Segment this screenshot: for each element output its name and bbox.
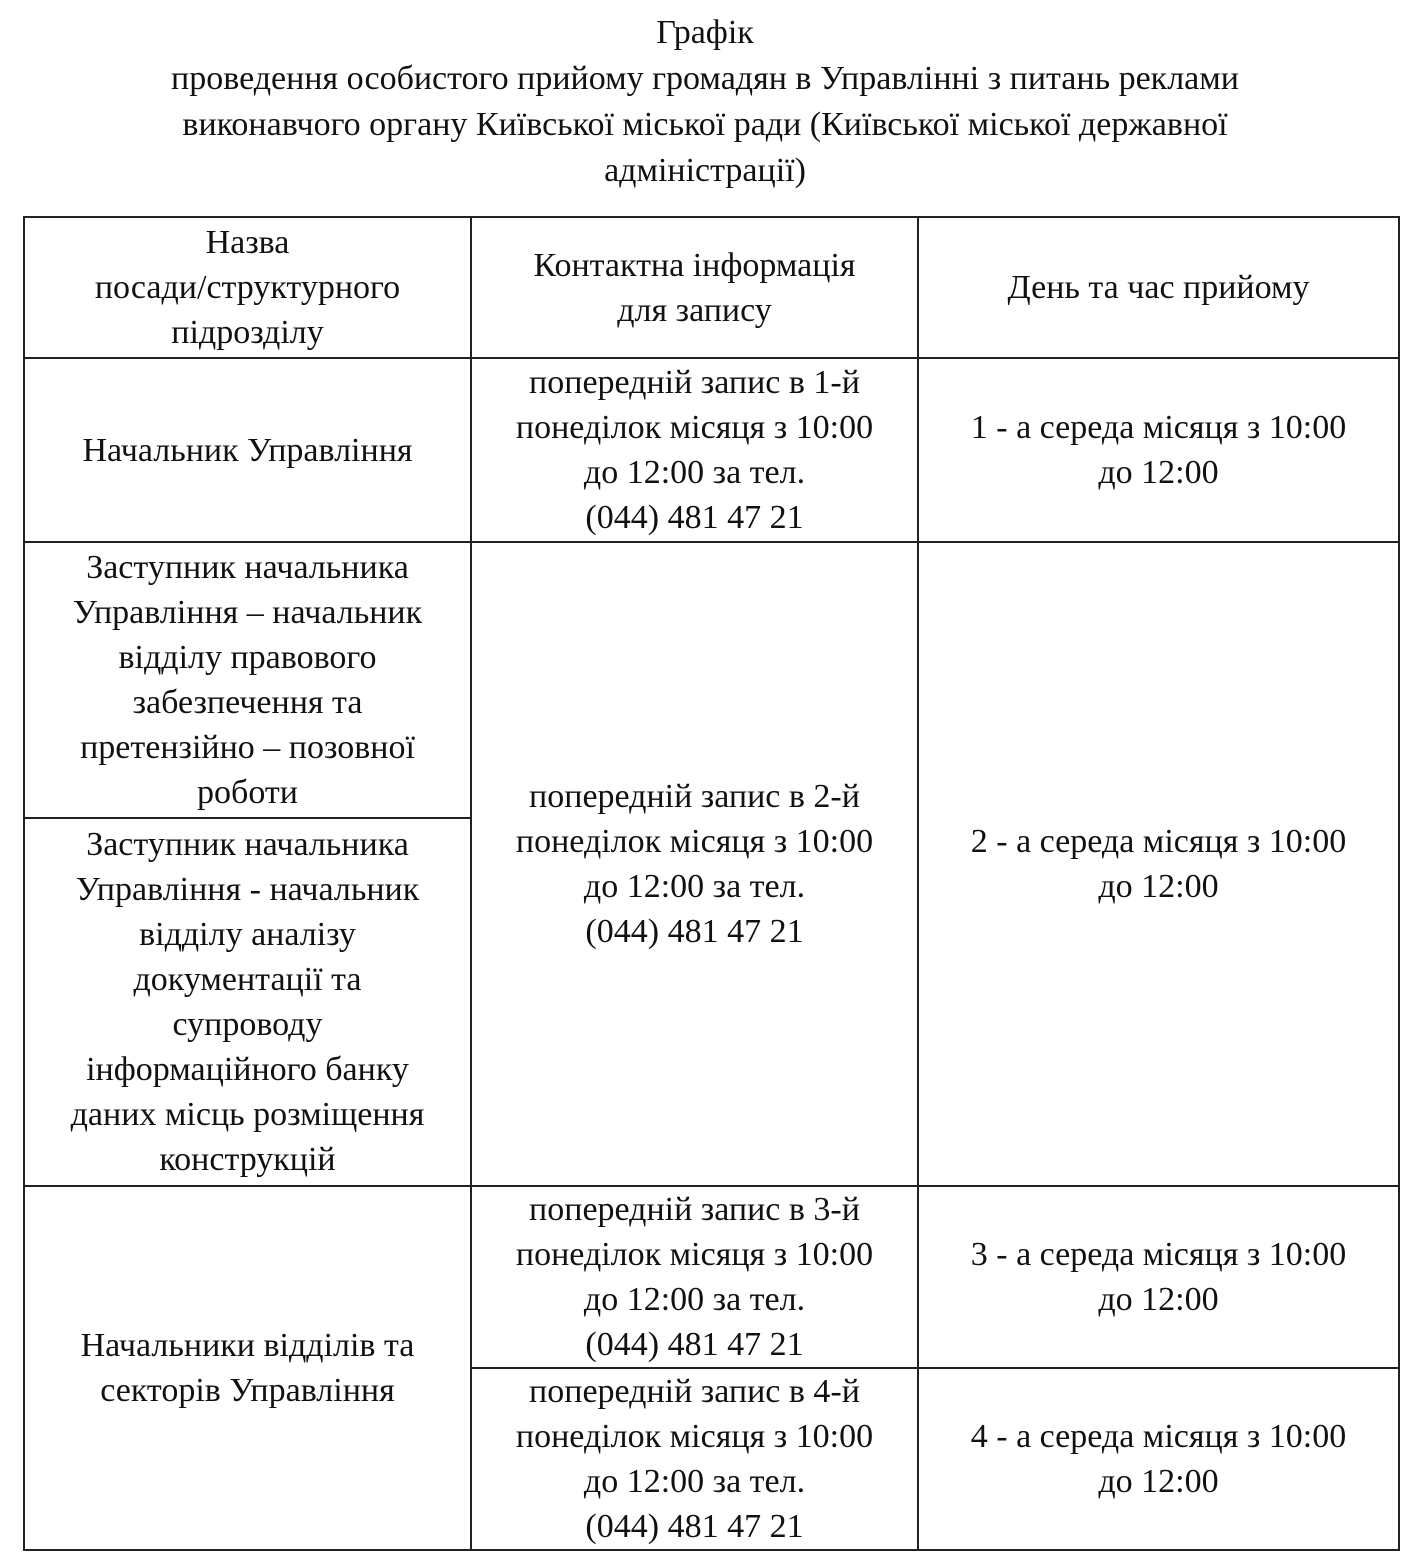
contact-cell: попередній запис в 1-й понеділок місяця з 10:00 до 12:00 за тел. (044) 481 47 21 bbox=[471, 358, 918, 542]
document-title bbox=[0, 10, 1410, 194]
time-cell: 2 - а середа місяця з 10:00 до 12:00 bbox=[918, 542, 1399, 1186]
position-cell: Начальники відділів та секторів Управління bbox=[24, 1186, 471, 1550]
position-cell: Заступник начальника Управління - начальник відділу аналізу документації та супроводу інформаційного банку даних місць розміщення конструкцій bbox=[24, 818, 471, 1186]
contact-cell: попередній запис в 3-й понеділок місяця з 10:00 до 12:00 за тел. (044) 481 47 21 bbox=[471, 1186, 918, 1368]
title-line: виконавчого органу Київської міської ради (Київської міської державної bbox=[182, 106, 1228, 143]
position-cell: Начальник Управління bbox=[24, 358, 471, 542]
title-line: Графік bbox=[656, 14, 754, 51]
table-row bbox=[24, 542, 1399, 818]
time-cell: 3 - а середа місяця з 10:00 до 12:00 bbox=[918, 1186, 1399, 1368]
header-time: День та час прийому bbox=[918, 217, 1399, 358]
title-line: адміністрації) bbox=[604, 152, 806, 189]
contact-cell: попередній запис в 2-й понеділок місяця з 10:00 до 12:00 за тел. (044) 481 47 21 bbox=[471, 542, 918, 1186]
contact-cell: попередній запис в 4-й понеділок місяця з 10:00 до 12:00 за тел. (044) 481 47 21 bbox=[471, 1368, 918, 1550]
time-cell: 1 - а середа місяця з 10:00 до 12:00 bbox=[918, 358, 1399, 542]
title-line: проведення особистого прийому громадян в Управлінні з питань реклами bbox=[171, 60, 1239, 97]
position-cell: Заступник начальника Управління – начальник відділу правового забезпечення та претензійно – позовної роботи bbox=[24, 542, 471, 818]
time-cell: 4 - а середа місяця з 10:00 до 12:00 bbox=[918, 1368, 1399, 1550]
header-position: Назва посади/структурного підрозділу bbox=[24, 217, 471, 358]
reception-schedule-table bbox=[23, 216, 1400, 1551]
table-row bbox=[24, 358, 1399, 542]
table-row bbox=[24, 1186, 1399, 1368]
table-header-row bbox=[24, 217, 1399, 358]
header-contact: Контактна інформація для запису bbox=[471, 217, 918, 358]
